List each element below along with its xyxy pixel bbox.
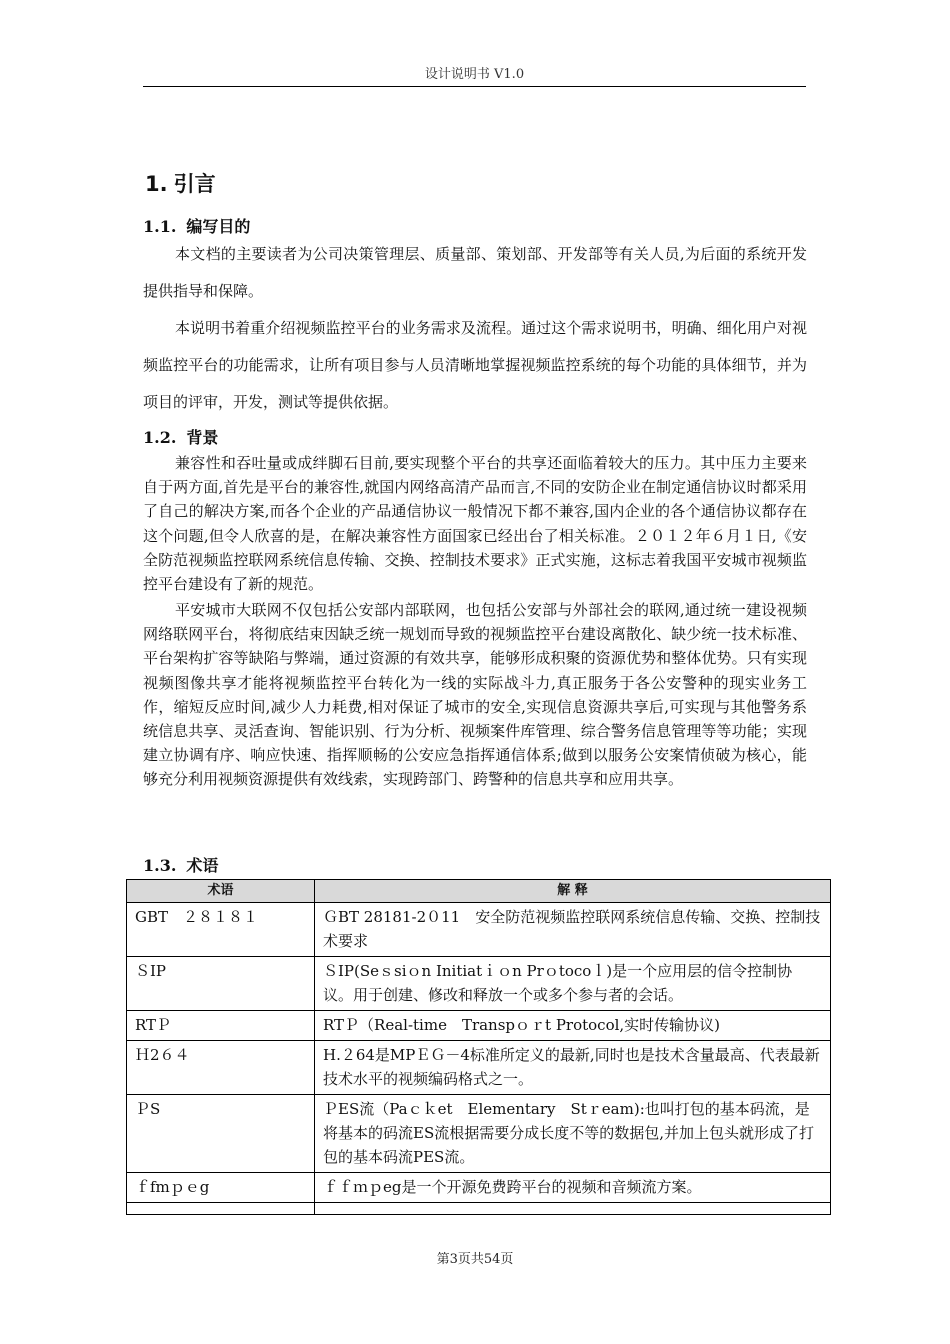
term-cell: RTＰ [127,1011,315,1041]
table-row-empty [127,1203,831,1215]
explanation-cell: H.２64是MPＥＧ－4标准所定义的最新,同时也是技术含量最高、代表最新技术水平的视频编码格式之一。 [315,1041,831,1095]
subsection-title: 编写目的 [186,217,251,236]
explanation-cell: ｆｆｍｐeg是一个开源免费跨平台的视频和音频流方案。 [315,1173,831,1203]
term-cell [127,1203,315,1215]
subsection-title: 背景 [186,428,219,447]
term-cell: Ｈ2６４ [127,1041,315,1095]
page-header [143,66,806,87]
table-row [127,1041,831,1095]
term-cell: GBT ２８１８１ [127,903,315,957]
subsection-title: 术语 [186,856,219,875]
term-cell: ｆfmｐｅg [127,1173,315,1203]
subsection-number: 1.3. [143,856,177,875]
page-footer [0,1248,950,1267]
term-cell: ＳIP [127,957,315,1011]
table-row [127,1173,831,1203]
column-header-explanation: 解 释 [315,880,831,903]
table-header-row [127,880,831,903]
section-heading-introduction [145,168,216,198]
table-row [127,1095,831,1173]
paragraph-purpose-2: 本说明书着重介绍视频监控平台的业务需求及流程。通过这个需求说明书，明确、细化用户对视频监控平台的功能需求，让所有项目参与人员清晰地掌握视频监控系统的每个功能的具体细节，并为项目的评审，开发，测试等提供依据。 [143,319,807,411]
subsection-number: 1.2. [143,428,177,447]
paragraph-background-2: 平安城市大联网不仅包括公安部内部联网，也包括公安部与外部社会的联网,通过统一建设视频网络联网平台，将彻底结束因缺乏统一规划而导致的视频监控平台建设离散化、缺少统一技术标准、平台架构扩容等缺陷与弊端，通过资源的有效共享，能够形成积聚的资源优势和整体优势。只有实现视频图像共享才能将视频监控平台转化为一线的实际战斗力,真正服务于各公安警种的现实业务工作，缩短反应时间,减少人力耗费,相对保证了城市的安全,实现信息资源共享后,可实现与其他警务系统信息共享、灵活查询、智能识别、行为分析、视频案件库管理、综合警务信息管理等等功能；实现建立协调有序、响应快速、指挥顺畅的公安应急指挥通信体系;做到以服务公安案情侦破为核心，能够充分利用视频资源提供有效线索，实现跨部门、跨警种的信息共享和应用共享。 [143,601,807,789]
document-title: 设计说明书 V1.0 [424,67,525,82]
table-row [127,957,831,1011]
subsection-heading-terms [143,853,218,876]
explanation-cell: ＰES流（Paｃｋet Elementary Stｒeam):也叫打包的基本码流，是将基本的码流ES流根据需要分成长度不等的数据包,并加上包头就形成了打包的基本码流PES流。 [315,1095,831,1173]
terms-table [126,879,831,1215]
table-row [127,1011,831,1041]
page-number: 第3页共54页 [436,1252,514,1267]
table-row [127,903,831,957]
subsection-heading-purpose [143,214,250,237]
explanation-cell: ＳIP(Seｓsiｏn Initiatｉｏn Prｏtocoｌ)是一个应用层的信令控制协议。用于创建、修改和释放一个或多个参与者的会话。 [315,957,831,1011]
explanation-cell [315,1203,831,1215]
section-title: 引言 [173,171,216,196]
column-header-term: 术语 [127,880,315,903]
paragraph-purpose-1: 本文档的主要读者为公司决策管理层、质量部、策划部、开发部等有关人员,为后面的系统开发提供指导和保障。 [143,245,807,300]
subsection-heading-background [143,425,218,448]
term-cell: ＰS [127,1095,315,1173]
section-number: 1. [145,172,168,196]
paragraph-background-1: 兼容性和吞吐量或成绊脚石目前,要实现整个平台的共享还面临着较大的压力。其中压力主要来自于两方面,首先是平台的兼容性,就国内网络高清产品而言,不同的安防企业在制定通信协议时都采用了自己的解决方案,而各个企业的产品通信协议一般情况下都不兼容,国内企业的各个通信协议都存在这个问题,但令人欣喜的是，在解决兼容性方面国家已经出台了相关标准。２０１２年６月１日,《安全防范视频监控联网系统信息传输、交换、控制技术要求》正式实施，这标志着我国平安城市视频监控平台建设有了新的规范。 [143,454,807,594]
subsection-number: 1.1. [143,217,177,236]
explanation-cell: RTＰ（Real-time Transpｏｒt Protocol,实时传输协议) [315,1011,831,1041]
explanation-cell: ＧBT 28181-2０11 安全防范视频监控联网系统信息传输、交换、控制技术要求 [315,903,831,957]
